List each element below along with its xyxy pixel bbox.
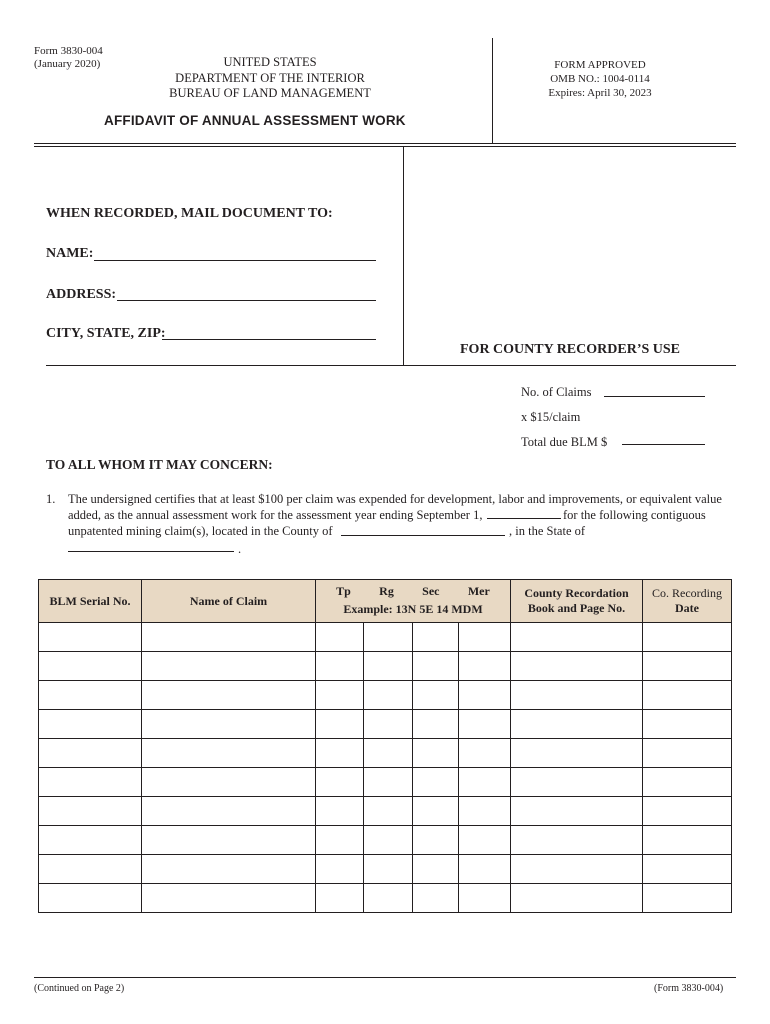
state-field[interactable] xyxy=(68,551,234,552)
header-divider xyxy=(492,38,493,143)
table-row xyxy=(39,681,732,710)
form-date: (January 2020) xyxy=(34,58,101,70)
cell-rg[interactable] xyxy=(364,768,413,797)
col-header-book-page: County Recordation Book and Page No. xyxy=(511,580,643,623)
mailing-bottom-rule xyxy=(46,365,736,366)
col-header-name: Name of Claim xyxy=(142,580,316,623)
cell-tp[interactable] xyxy=(316,768,364,797)
cell-mer[interactable] xyxy=(459,681,511,710)
cell-mer[interactable] xyxy=(459,652,511,681)
item-number: 1. xyxy=(46,492,56,506)
col-header-sec: Sec xyxy=(422,583,440,598)
cell-tp[interactable] xyxy=(316,855,364,884)
col-header-recording-date: Co. Recording Date xyxy=(643,580,732,623)
cell-serial[interactable] xyxy=(39,681,142,710)
cell-name[interactable] xyxy=(142,826,316,855)
header-rule-1 xyxy=(34,143,736,144)
col-header-mer: Mer xyxy=(467,583,490,598)
name-label: NAME: xyxy=(46,246,94,261)
form-reference: (Form 3830-004) xyxy=(654,983,724,994)
certification-line-2-end: for the following contiguous xyxy=(563,508,706,522)
cell-serial[interactable] xyxy=(39,797,142,826)
continued-note: (Continued on Page 2) xyxy=(34,983,125,994)
expiration-date: Expires: April 30, 2023 xyxy=(548,87,652,99)
cell-mer[interactable] xyxy=(459,797,511,826)
cell-book-page[interactable] xyxy=(511,768,643,797)
cell-book-page[interactable] xyxy=(511,884,643,913)
table-row xyxy=(39,768,732,797)
footer-rule xyxy=(34,977,736,978)
table-row xyxy=(39,884,732,913)
cell-name[interactable] xyxy=(142,855,316,884)
cell-sec[interactable] xyxy=(413,884,459,913)
recorder-divider xyxy=(403,147,404,365)
total-due-field[interactable] xyxy=(622,444,705,445)
col-header-serial: BLM Serial No. xyxy=(39,580,142,623)
cell-tp[interactable] xyxy=(316,884,364,913)
cell-rg[interactable] xyxy=(364,739,413,768)
certification-line-2: added, as the annual assessment work for the assessment year ending September 1, xyxy=(68,508,483,522)
recorder-use-label: FOR COUNTY RECORDER’S USE xyxy=(460,342,681,357)
table-row xyxy=(39,826,732,855)
cell-sec[interactable] xyxy=(413,826,459,855)
cell-tp[interactable] xyxy=(316,797,364,826)
cell-recording-date[interactable] xyxy=(643,652,732,681)
cell-sec[interactable] xyxy=(413,652,459,681)
cell-rg[interactable] xyxy=(364,623,413,652)
cell-recording-date[interactable] xyxy=(643,826,732,855)
cell-sec[interactable] xyxy=(413,768,459,797)
cell-book-page[interactable] xyxy=(511,623,643,652)
cell-tp[interactable] xyxy=(316,681,364,710)
cell-sec[interactable] xyxy=(413,739,459,768)
mail-heading: WHEN RECORDED, MAIL DOCUMENT TO: xyxy=(46,206,333,221)
address-field[interactable] xyxy=(117,300,376,301)
cell-sec[interactable] xyxy=(413,710,459,739)
cell-name[interactable] xyxy=(142,768,316,797)
cell-mer[interactable] xyxy=(459,768,511,797)
cell-book-page[interactable] xyxy=(511,855,643,884)
cell-name[interactable] xyxy=(142,797,316,826)
table-row xyxy=(39,855,732,884)
certification-line-1: The undersigned certifies that at least $100 per claim was expended for development, labor and improvements, or equivalent value xyxy=(68,492,722,506)
cell-name[interactable] xyxy=(142,623,316,652)
cell-rg[interactable] xyxy=(364,681,413,710)
cell-sec[interactable] xyxy=(413,855,459,884)
cell-rg[interactable] xyxy=(364,710,413,739)
agency-line-2: DEPARTMENT OF THE INTERIOR xyxy=(175,70,365,85)
agency-line-1: UNITED STATES xyxy=(223,55,317,69)
cell-recording-date[interactable] xyxy=(643,710,732,739)
cell-rg[interactable] xyxy=(364,652,413,681)
form-number: Form 3830-004 xyxy=(34,45,103,57)
table-row xyxy=(39,623,732,652)
cell-tp[interactable] xyxy=(316,623,364,652)
cell-tp[interactable] xyxy=(316,710,364,739)
table-row xyxy=(39,797,732,826)
table-row xyxy=(39,652,732,681)
cell-name[interactable] xyxy=(142,681,316,710)
per-claim-label: x $15/claim xyxy=(521,410,581,424)
city-state-zip-label: CITY, STATE, ZIP: xyxy=(46,326,166,341)
cell-name[interactable] xyxy=(142,652,316,681)
cell-rg[interactable] xyxy=(364,884,413,913)
certification-period: . xyxy=(238,542,242,556)
cell-mer[interactable] xyxy=(459,623,511,652)
agency-line-3: BUREAU OF LAND MANAGEMENT xyxy=(169,86,371,100)
cell-book-page[interactable] xyxy=(511,797,643,826)
cell-mer[interactable] xyxy=(459,710,511,739)
salutation: TO ALL WHOM IT MAY CONCERN: xyxy=(46,457,273,472)
col-header-location xyxy=(316,580,511,623)
cell-mer[interactable] xyxy=(459,826,511,855)
form-title: AFFIDAVIT OF ANNUAL ASSESSMENT WORK xyxy=(104,113,406,128)
col-header-rg: Rg xyxy=(379,583,394,598)
total-due-label: Total due BLM $ xyxy=(521,435,608,449)
cell-serial[interactable] xyxy=(39,855,142,884)
header-rule-2 xyxy=(34,146,736,147)
cell-book-page[interactable] xyxy=(511,826,643,855)
cell-tp[interactable] xyxy=(316,652,364,681)
cell-serial[interactable] xyxy=(39,623,142,652)
cell-rg[interactable] xyxy=(364,797,413,826)
cell-recording-date[interactable] xyxy=(643,797,732,826)
cell-tp[interactable] xyxy=(316,826,364,855)
omb-number: OMB NO.: 1004-0114 xyxy=(550,73,650,85)
cell-recording-date[interactable] xyxy=(643,768,732,797)
cell-mer[interactable] xyxy=(459,739,511,768)
cell-mer[interactable] xyxy=(459,855,511,884)
city-state-zip-field[interactable] xyxy=(162,339,376,340)
cell-recording-date[interactable] xyxy=(643,855,732,884)
cell-sec[interactable] xyxy=(413,797,459,826)
claims-count-field[interactable] xyxy=(604,396,705,397)
cell-serial[interactable] xyxy=(39,652,142,681)
cell-mer[interactable] xyxy=(459,884,511,913)
certification-line-3: unpatented mining claim(s), located in the County of xyxy=(68,524,333,538)
agency-block xyxy=(150,55,390,102)
cell-serial[interactable] xyxy=(39,710,142,739)
cell-book-page[interactable] xyxy=(511,681,643,710)
cell-sec[interactable] xyxy=(413,623,459,652)
cell-book-page[interactable] xyxy=(511,739,643,768)
cell-book-page[interactable] xyxy=(511,710,643,739)
address-label: ADDRESS: xyxy=(46,287,117,302)
col-header-tp: Tp xyxy=(336,583,351,598)
certification-line-3-end: , in the State of xyxy=(509,524,586,538)
name-field[interactable] xyxy=(94,260,376,261)
cell-recording-date[interactable] xyxy=(643,681,732,710)
cell-sec[interactable] xyxy=(413,681,459,710)
county-field[interactable] xyxy=(341,535,505,536)
cell-serial[interactable] xyxy=(39,884,142,913)
cell-recording-date[interactable] xyxy=(643,884,732,913)
cell-name[interactable] xyxy=(142,884,316,913)
cell-serial[interactable] xyxy=(39,826,142,855)
cell-tp[interactable] xyxy=(316,739,364,768)
cell-name[interactable] xyxy=(142,739,316,768)
table-header-row xyxy=(39,580,732,623)
cell-recording-date[interactable] xyxy=(643,739,732,768)
cell-serial[interactable] xyxy=(39,768,142,797)
cell-rg[interactable] xyxy=(364,855,413,884)
claims-table xyxy=(38,579,732,913)
assessment-year-field[interactable] xyxy=(487,518,561,519)
cell-name[interactable] xyxy=(142,710,316,739)
table-row xyxy=(39,710,732,739)
form-approved: FORM APPROVED xyxy=(554,59,646,71)
table-row xyxy=(39,739,732,768)
cell-serial[interactable] xyxy=(39,739,142,768)
cell-book-page[interactable] xyxy=(511,652,643,681)
approval-block xyxy=(500,58,700,100)
claims-count-label: No. of Claims xyxy=(521,385,592,399)
location-example: Example: 13N 5E 14 MDM xyxy=(343,601,483,616)
cell-recording-date[interactable] xyxy=(643,623,732,652)
cell-rg[interactable] xyxy=(364,826,413,855)
